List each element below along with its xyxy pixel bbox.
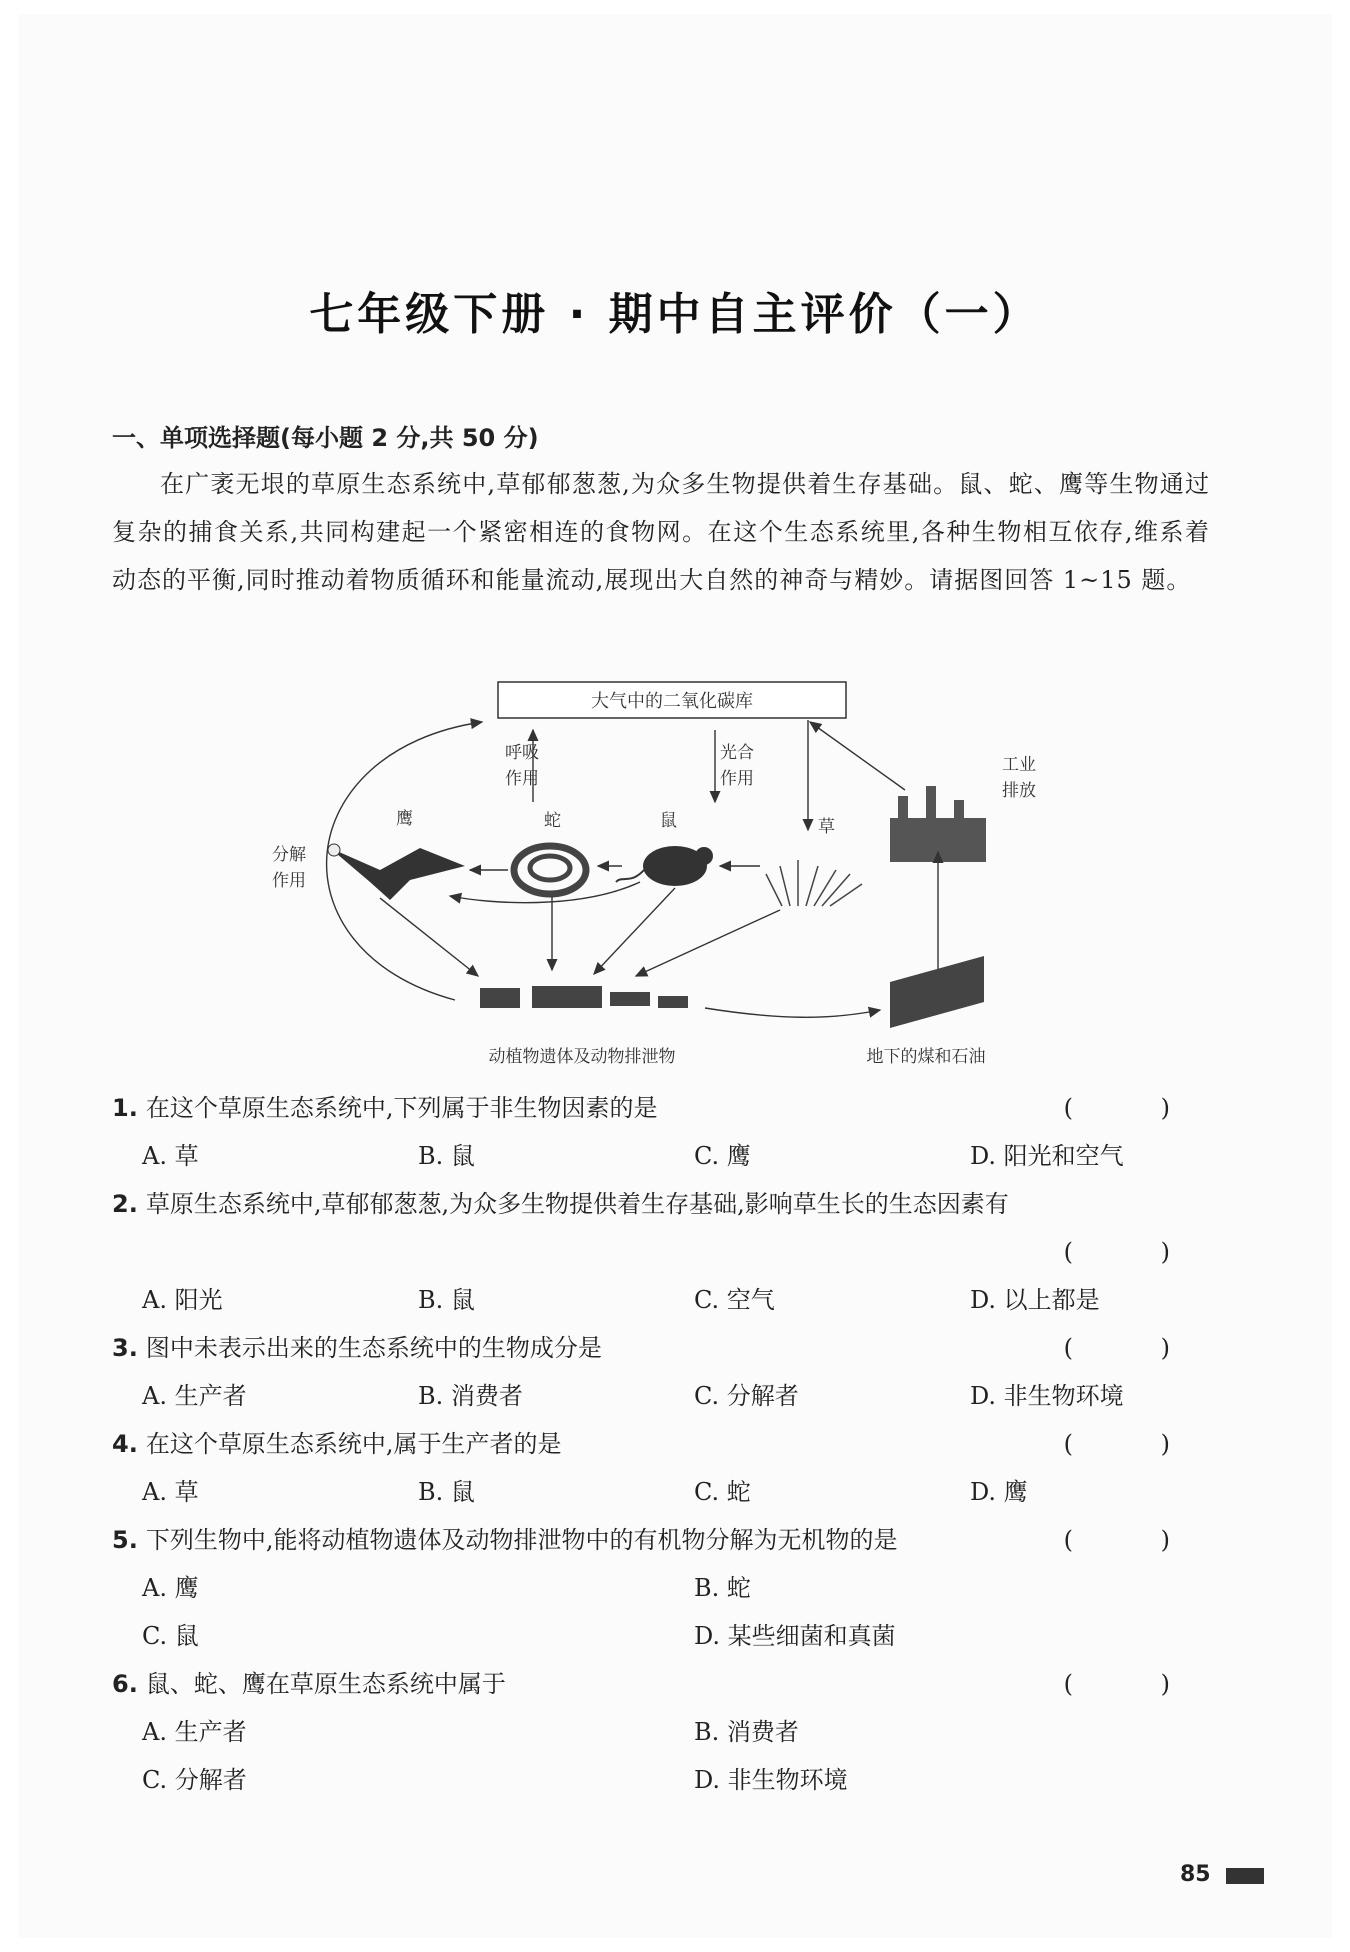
remains-label: 动植物遗体及动物排泄物	[488, 1047, 676, 1067]
coal-oil-label: 地下的煤和石油	[866, 1047, 986, 1067]
question-6-options-row-2	[142, 1762, 1212, 1798]
option-d: D. 非生物环境	[694, 1766, 848, 1794]
option-b: B. 鼠	[418, 1286, 475, 1314]
answer-blank: ( )	[1063, 1526, 1210, 1554]
question-3: 3. 图中未表示出来的生态系统中的生物成分是 ( )	[112, 1330, 1210, 1366]
factory-image	[890, 786, 986, 862]
svg-text:工业: 工业	[1002, 755, 1036, 775]
question-4-options	[142, 1474, 1212, 1510]
question-1: 1. 在这个草原生态系统中,下列属于非生物因素的是 ( )	[112, 1090, 1210, 1126]
svg-text:作用: 作用	[505, 769, 539, 789]
question-5: 5. 下列生物中,能将动植物遗体及动物排泄物中的有机物分解为无机物的是 ( )	[112, 1522, 1210, 1558]
option-b: B. 蛇	[694, 1574, 751, 1602]
option-c: C. 鹰	[694, 1142, 751, 1170]
question-1-options	[142, 1138, 1212, 1174]
option-b: B. 鼠	[418, 1142, 475, 1170]
svg-text:作用: 作用	[720, 769, 754, 789]
option-d: D. 非生物环境	[970, 1382, 1124, 1410]
carbon-cycle-diagram	[250, 670, 1100, 1080]
option-a: A. 生产者	[142, 1718, 247, 1746]
section-heading: 一、单项选择题(每小题 2 分,共 50 分)	[112, 424, 539, 452]
answer-blank: ( )	[1063, 1334, 1210, 1362]
svg-text:作用: 作用	[272, 871, 306, 891]
option-d: D. 鹰	[970, 1478, 1028, 1506]
page-title: 七年级下册 · 期中自主评价（一）	[309, 289, 1041, 340]
option-a: A. 生产者	[142, 1382, 247, 1410]
option-d: D. 某些细菌和真菌	[694, 1622, 896, 1650]
answer-blank: ( )	[1063, 1670, 1210, 1698]
question-3-options	[142, 1378, 1212, 1414]
svg-text:鼠: 鼠	[660, 811, 677, 831]
svg-text:呼吸: 呼吸	[505, 743, 539, 763]
option-d: D. 阳光和空气	[970, 1142, 1124, 1170]
option-a: A. 鹰	[142, 1574, 199, 1602]
coal-oil-image	[890, 956, 984, 1028]
eagle-image	[328, 844, 465, 900]
question-6: 6. 鼠、蛇、鹰在草原生态系统中属于 ( )	[112, 1666, 1210, 1702]
question-4: 4. 在这个草原生态系统中,属于生产者的是 ( )	[112, 1426, 1210, 1462]
mouse-image	[616, 846, 713, 886]
grass-image	[766, 860, 862, 906]
page-number-bar	[1226, 1868, 1264, 1884]
svg-text:鹰: 鹰	[396, 809, 413, 829]
intro-paragraph: 在广袤无垠的草原生态系统中,草郁郁葱葱,为众多生物提供着生存基础。鼠、蛇、鹰等生物通过复杂的捕食关系,共同构建起一个紧密相连的食物网。在这个生态系统里,各种生物相互依存,维系着动态的平衡,同时推动着物质循环和能量流动,展现出大自然的神奇与精妙。请据图回答 1~15 题。	[112, 470, 1210, 594]
option-c: C. 分解者	[694, 1382, 799, 1410]
option-d: D. 以上都是	[970, 1286, 1100, 1314]
page-number: 85	[1180, 1862, 1211, 1887]
question-5-options-row-1	[142, 1570, 1212, 1606]
svg-text:分解: 分解	[272, 845, 306, 865]
option-c: C. 蛇	[694, 1478, 751, 1506]
option-c: C. 鼠	[142, 1622, 199, 1650]
option-a: A. 草	[142, 1478, 199, 1506]
answer-blank: ( )	[1063, 1094, 1210, 1122]
remains-image	[480, 986, 688, 1008]
question-2: 2. 草原生态系统中,草郁郁葱葱,为众多生物提供着生存基础,影响草生长的生态因素有	[112, 1190, 1009, 1218]
svg-text:蛇: 蛇	[544, 811, 561, 831]
svg-text:光合: 光合	[720, 743, 754, 763]
co2-pool-label: 大气中的二氧化碳库	[591, 691, 753, 712]
question-2-answer-line	[112, 1234, 1210, 1270]
option-c: C. 分解者	[142, 1766, 247, 1794]
question-6-options-row-1	[142, 1714, 1212, 1750]
option-a: A. 阳光	[142, 1286, 223, 1314]
option-b: B. 消费者	[418, 1382, 523, 1410]
option-b: B. 鼠	[418, 1478, 475, 1506]
svg-text:草: 草	[818, 817, 835, 837]
snake-image	[514, 846, 586, 894]
option-c: C. 空气	[694, 1286, 775, 1314]
question-5-options-row-2	[142, 1618, 1212, 1654]
answer-blank: ( )	[1063, 1430, 1210, 1458]
option-a: A. 草	[142, 1142, 199, 1170]
option-b: B. 消费者	[694, 1718, 799, 1746]
svg-text:排放: 排放	[1002, 781, 1036, 801]
question-2-options	[142, 1282, 1212, 1318]
answer-blank: ( )	[1063, 1238, 1210, 1266]
